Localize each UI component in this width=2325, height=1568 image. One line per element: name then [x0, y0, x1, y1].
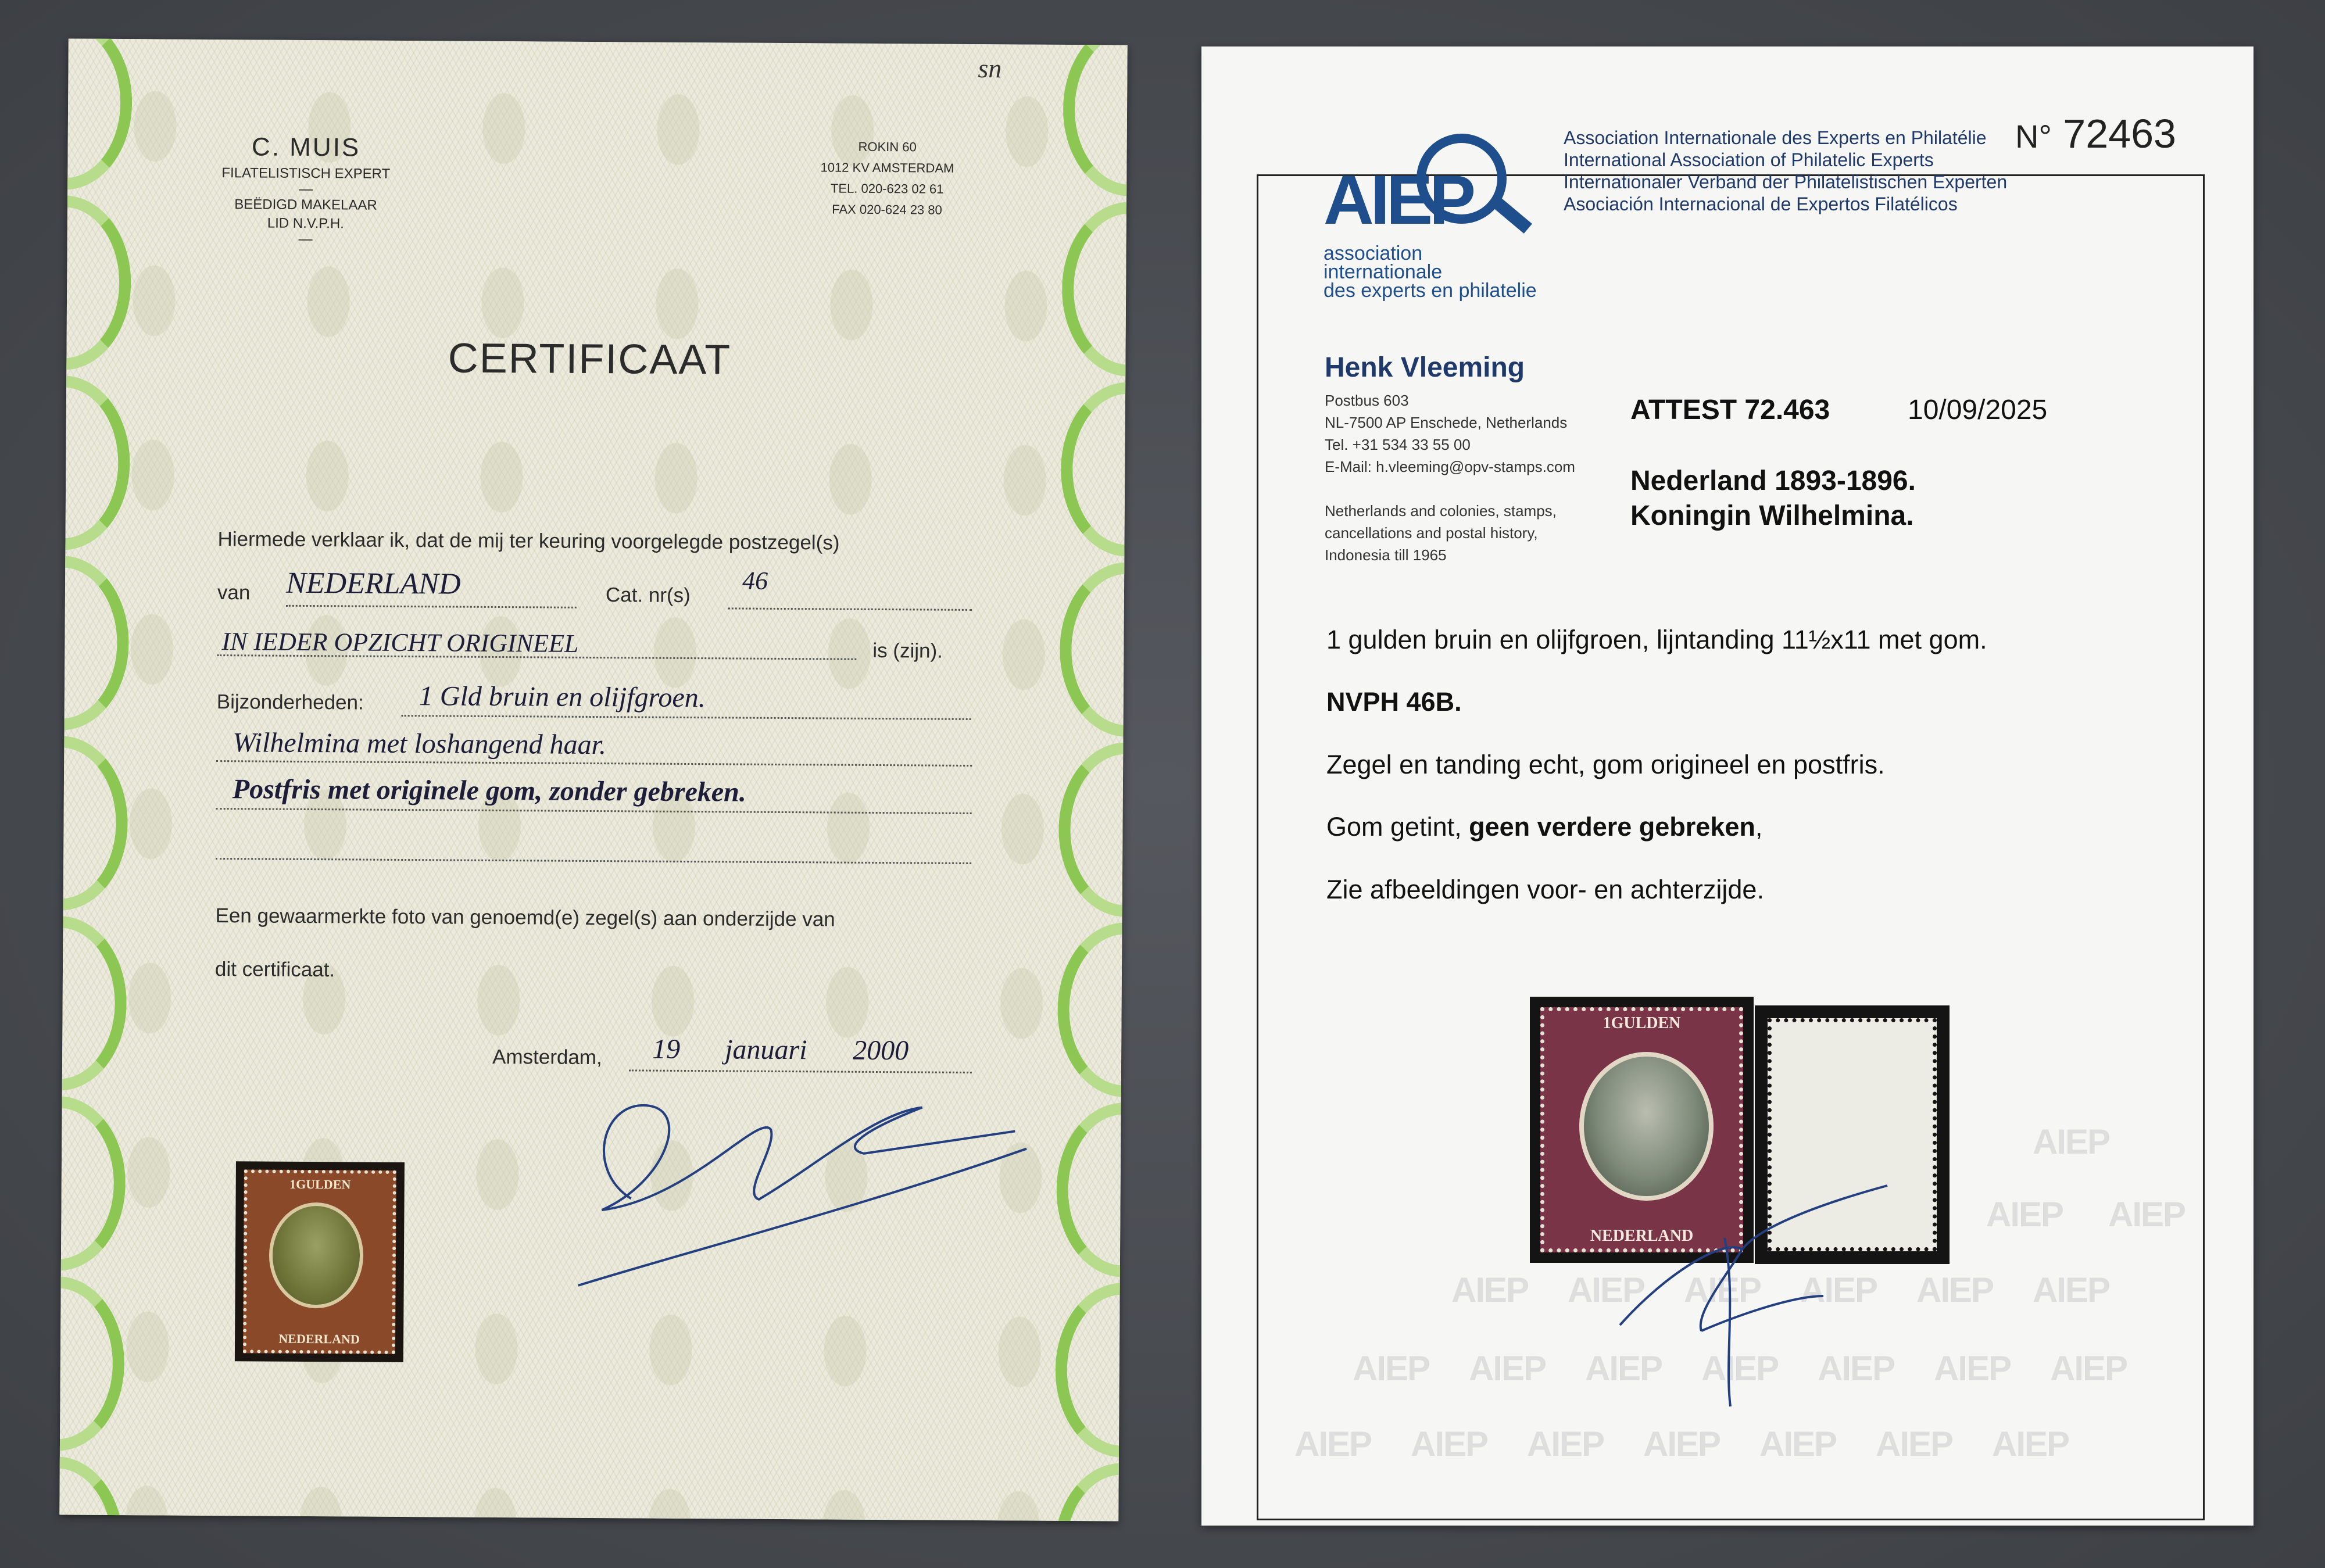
stamp-portrait [269, 1202, 363, 1309]
photo-note-line-1: Een gewaarmerkte foto van genoemd(e) zegel(s) aan onderzijde van [215, 904, 835, 931]
certificate-number [2015, 110, 2176, 157]
signature-mark [1550, 1180, 1899, 1424]
stamp-photo [235, 1161, 405, 1362]
watermark-logo: AIEP [1986, 1195, 2063, 1234]
watermark-logo: AIEP [1643, 1424, 1721, 1463]
watermark-logo: AIEP [1451, 1270, 1529, 1309]
watermark-logo: AIEP [2033, 1270, 2110, 1309]
photo-note-line-2: dit certificaat. [214, 958, 335, 982]
logo-sub-3: des experts en philatelie [1324, 280, 1537, 302]
right-certificate [1201, 46, 2254, 1526]
number-label: N° [2015, 118, 2052, 155]
address-block [800, 136, 975, 221]
details-line-1: 1 Gld bruin en olijfgroen. [419, 681, 706, 714]
assoc-en: International Association of Philatelic Experts [1564, 149, 1934, 170]
subject-line-2: Koningin Wilhelmina. [1630, 500, 1914, 531]
is-label: is (zijn). [872, 639, 943, 663]
issuer-dash: — [298, 231, 313, 248]
expert-postbus: Postbus 603 [1325, 392, 1409, 409]
address-city: 1012 KV AMSTERDAM [820, 160, 954, 176]
expert-city: NL-7500 AP Enschede, Netherlands [1325, 414, 1568, 431]
expert-name: Henk Vleeming [1325, 352, 1525, 383]
expert-contact [1325, 389, 1575, 478]
watermark-logo: AIEP [1469, 1349, 1546, 1388]
watermark-logo: AIEP [1876, 1424, 1953, 1463]
expert-spec-2: cancellations and postal history, [1325, 524, 1538, 542]
attest-number: ATTEST 72.463 [1630, 395, 1830, 425]
subject-line-1: Nederland 1893-1896. [1630, 466, 1916, 496]
subject [1630, 464, 1916, 534]
watermark-logo: AIEP [2033, 1122, 2110, 1161]
expert-email: E-Mail: h.vleeming@opv-stamps.com [1325, 458, 1575, 475]
assoc-es: Asociación Internacional de Expertos Filatélicos [1564, 194, 1958, 214]
watermark-logo: AIEP [1411, 1424, 1488, 1463]
details-line-3: Postfris met originele gom, zonder gebreken. [232, 774, 747, 808]
finding-2-bold: geen verdere gebreken [1469, 812, 1755, 842]
address-street: ROKIN 60 [858, 139, 917, 155]
certificate-title: CERTIFICAAT [448, 335, 732, 384]
cat-value: 46 [742, 566, 768, 595]
address-tel: TEL. 020-623 02 61 [830, 181, 944, 196]
issuer-role: BEËDIGD MAKELAAR [234, 196, 377, 213]
attest-date: 10/09/2025 [1908, 395, 2048, 425]
watermark-logo: AIEP [1585, 1349, 1662, 1388]
watermark-logo: AIEP [1759, 1424, 1837, 1463]
number-value: 72463 [2063, 111, 2176, 156]
place-label: Amsterdam, [492, 1045, 602, 1069]
watermark-logo: AIEP [1934, 1349, 2011, 1388]
issuer-dash: — [299, 181, 313, 198]
country-value: NEDERLAND [285, 566, 461, 601]
catalogue-number: NVPH 46B. [1326, 687, 1462, 717]
watermark-logo: AIEP [1916, 1270, 1994, 1309]
logo-text: AIEP [1324, 161, 1473, 239]
stamp-bottom-label: NEDERLAND [278, 1331, 360, 1347]
watermark-logo: AIEP [1818, 1349, 1895, 1388]
details-label: Bijzonderheden: [216, 690, 364, 714]
assoc-fr: Association Internationale des Experts en Philatélie [1564, 127, 1987, 148]
expert-specialty [1325, 500, 1557, 566]
cat-label: Cat. nr(s) [605, 583, 691, 607]
association-names [1564, 127, 2007, 215]
signature-mark [514, 1064, 1068, 1300]
watermark-logo: AIEP [1701, 1349, 1779, 1388]
left-wave-border [59, 38, 144, 1515]
expert-spec-3: Indonesia till 1965 [1325, 546, 1447, 564]
watermark-logo: AIEP [1527, 1424, 1604, 1463]
address-fax: FAX 020-624 23 80 [832, 202, 942, 217]
watermark-logo: AIEP [1294, 1424, 1372, 1463]
magnifier-icon [1417, 134, 1507, 224]
finding-2 [1326, 812, 1762, 842]
date-day: 19 [652, 1033, 681, 1065]
issuer-name: C. MUIS [251, 133, 361, 162]
assoc-de: Internationaler Verband der Philatelistischen Experten [1564, 171, 2008, 192]
logo-sub-2: internationale [1324, 261, 1443, 283]
watermark-logo: AIEP [1684, 1270, 1761, 1309]
watermark-logo: AIEP [1353, 1349, 1430, 1388]
expert-tel: Tel. +31 534 33 55 00 [1325, 436, 1471, 453]
watermark-logo: AIEP [1568, 1270, 1645, 1309]
date-month: januari [725, 1034, 807, 1066]
finding-3: Zie afbeeldingen voor- en achterzijde. [1326, 875, 1764, 904]
stamp-front-bottom-label: NEDERLAND [1590, 1227, 1694, 1245]
watermark-logo: AIEP [1800, 1270, 1877, 1309]
description: 1 gulden bruin en olijfgroen, lijntanding 11½x11 met gom. [1326, 625, 1987, 654]
logo-sub-1: association [1324, 242, 1423, 264]
date-year: 2000 [853, 1034, 909, 1066]
stamp-top-label: 1GULDEN [289, 1176, 351, 1192]
van-label: van [217, 581, 251, 604]
stamp-front-portrait [1579, 1052, 1714, 1201]
opinion-value: IN IEDER OPZICHT ORIGINEEL [221, 627, 579, 658]
finding-2-suffix: , [1755, 812, 1763, 842]
watermark-logo: AIEP [2050, 1349, 2127, 1388]
issuer-block [201, 133, 411, 248]
left-certificate [59, 38, 1127, 1521]
expert-spec-1: Netherlands and colonies, stamps, [1325, 502, 1557, 520]
finding-1: Zegel en tanding echt, gom origineel en postfris. [1326, 750, 1885, 779]
watermark-logo: AIEP [2108, 1195, 2186, 1234]
issuer-title: FILATELISTISCH EXPERT [221, 165, 391, 182]
issuer-member: LID N.V.P.H. [267, 215, 344, 232]
finding-2-prefix: Gom getint, [1326, 812, 1462, 842]
details-line-2: Wilhelmina met loshangend haar. [233, 727, 607, 761]
declaration-text: Hiermede verklaar ik, dat de mij ter keuring voorgelegde postzegel(s) [217, 528, 840, 554]
stamp-front-top-label: 1GULDEN [1603, 1014, 1681, 1032]
watermark-logo: AIEP [1992, 1424, 2069, 1463]
corner-mark: sn [978, 53, 1002, 84]
